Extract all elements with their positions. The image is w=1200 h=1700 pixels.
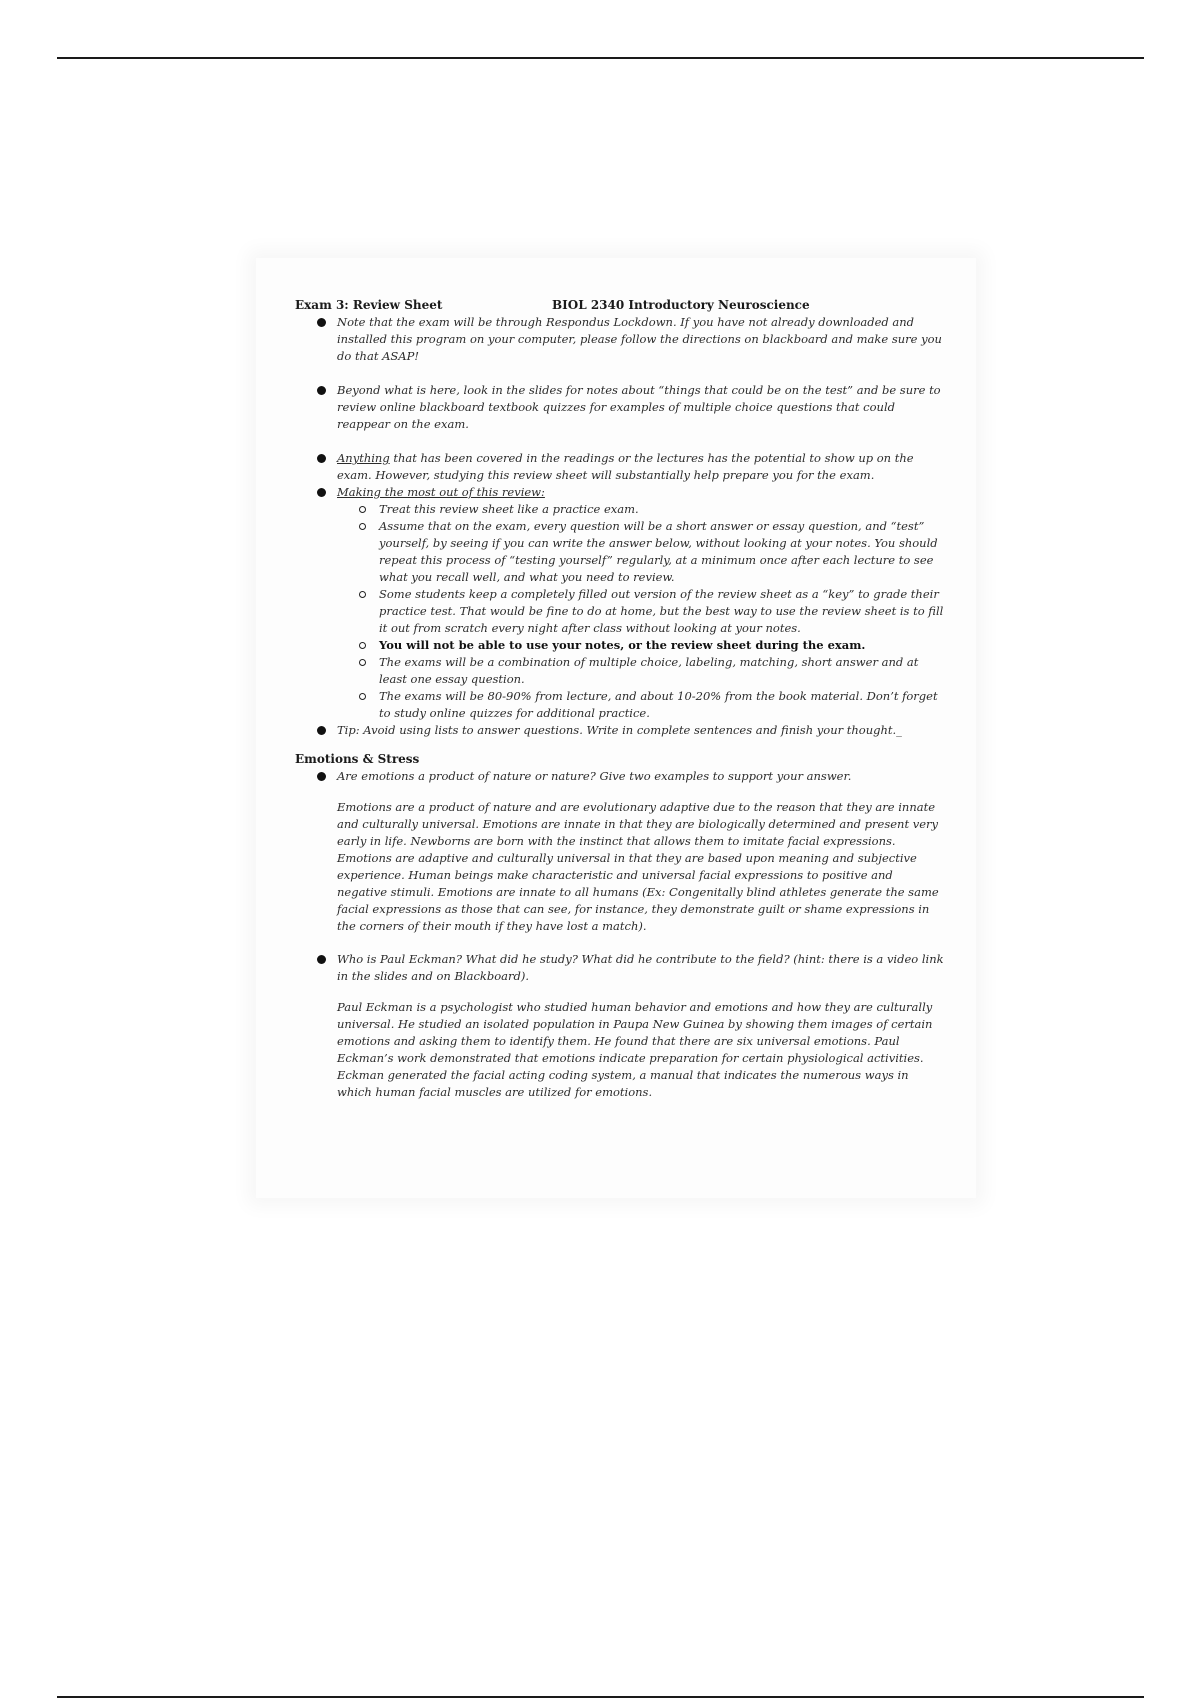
document-content [295,297,945,1117]
document-header [295,297,945,314]
top-rule [57,57,1144,59]
underlined-word: Anything [337,451,390,465]
question: Who is Paul Eckman? What did he study? What did he contribute to the field? (hint: there is a video link in the slides and on Blackboard). [337,952,944,983]
sub-list-item: The exams will be a combination of multiple choice, labeling, matching, short answer and at least one essay question. [379,654,945,688]
question-list [295,768,945,785]
review-tips-heading: Making the most out of this review: [337,485,545,499]
header-title: Exam 3: Review Sheet [295,298,443,312]
list-item: Beyond what is here, look in the slides for notes about “things that could be on the test” and be sure to review online blackboard textbook quizzes for examples of multiple choice questions that could reappear on the exam. [337,382,945,433]
sub-list-item: Some students keep a completely filled out version of the review sheet as a “key” to grade their practice test. That would be fine to do at home, but the best way to use the review sheet is to fill it out from scratch every night after class without looking at your notes. [379,587,944,635]
sub-list-item: You will not be able to use your notes, or the review sheet during the exam. [379,637,945,654]
bottom-rule [57,1696,1144,1698]
list-item: Tip: Avoid using lists to answer questions. Write in complete sentences and finish your thought._ [337,722,945,739]
sub-list-item: Treat this review sheet like a practice exam. [379,501,945,518]
question: Are emotions a product of nature or nature? Give two examples to support your answer. [337,768,945,785]
review-tips-list [337,501,945,722]
question-list [295,951,945,985]
answer: Emotions are a product of nature and are evolutionary adaptive due to the reason that they are innate and culturally universal. Emotions are innate in that they are biologically determined and present very early in life. Newborns are born with the instinct that allows them to imitate facial expressions. Emotions are adaptive and culturally universal in that they are based upon meaning and subjective experience. Human beings make characteristic and universal facial expressions to positive and negative stimuli. Emotions are innate to all humans (Ex: Congenitally blind athletes generate the same facial expressions as those that can see, for instance, they demonstrate guilt or shame expressions in the corners of their mouth if they have lost a match). [337,800,939,933]
list-item-text: that has been covered in the readings or the lectures has the potential to show up on the exam. However, studying this review sheet will substantially help prepare you for the exam. [337,451,914,482]
header-course: BIOL 2340 Introductory Neuroscience [552,298,810,312]
answer: Paul Eckman is a psychologist who studied human behavior and emotions and how they are culturally universal. He studied an isolated population in Paupa New Guinea by showing them images of certain emotions and asking them to identify them. He found that there are six universal emotions. Paul Eckman’s work demonstrated that emotions indicate preparation for certain physiological activities. Eckman generated the facial acting coding system, a manual that indicates the numerous ways in which human facial muscles are utilized for emotions. [337,1000,933,1099]
sub-list-item: Assume that on the exam, every question will be a short answer or essay question, and “test” yourself, by seeing if you can write the answer below, without looking at your notes. You should repeat this process of “testing yourself” regularly, at a minimum once after each lecture to see what you recall well, and what you need to review. [379,518,945,586]
list-item [337,484,945,722]
intro-list [295,314,945,739]
section-title: Emotions & Stress [295,752,420,766]
list-item [337,450,945,484]
sub-list-item: The exams will be 80-90% from lecture, and about 10-20% from the book material. Don’t forget to study online quizzes for additional practice. [379,688,945,722]
list-item: Note that the exam will be through Respondus Lockdown. If you have not already downloaded and installed this program on your computer, please follow the directions on blackboard and make sure you do that ASAP! [337,314,945,365]
